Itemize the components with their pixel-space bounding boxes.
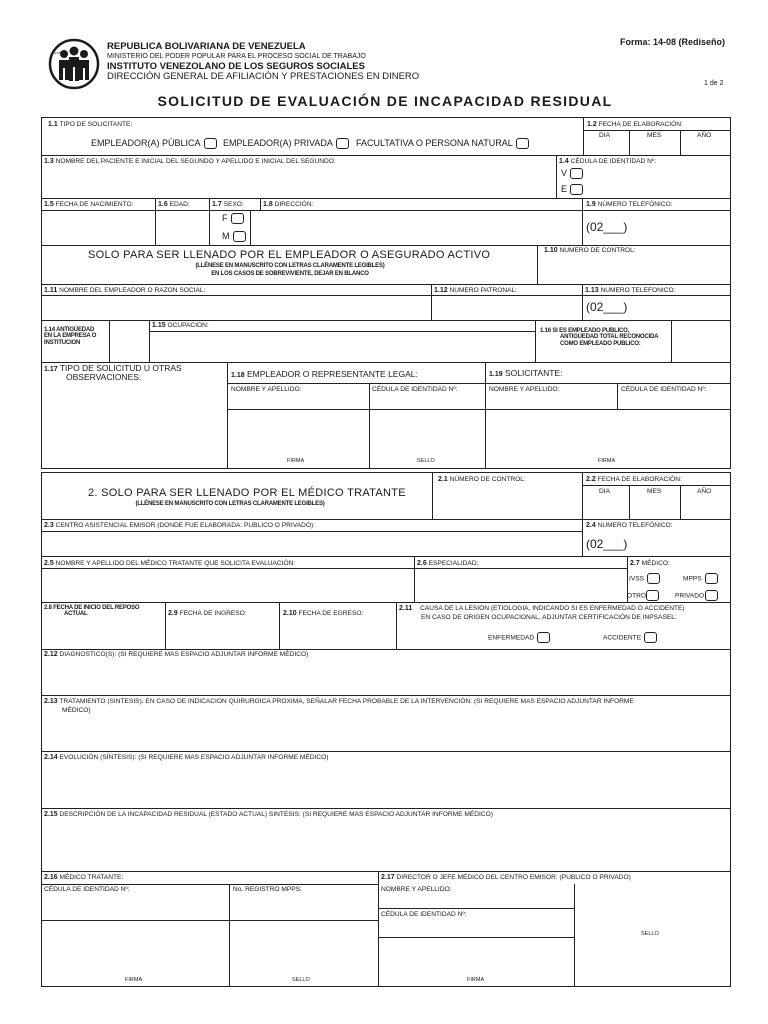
field-1-3-label: 1.3 NOMBRE DEL PACIENTE E INICIAL DEL SEGUNDO Y APELLIDO E INICIAL DEL SEGUNDO: [44,158,336,165]
field-2-10-label: 2.10 FECHA DE EGRESO: [283,610,364,617]
field-2-15-label: 2.15 DESCRIPCIÓN DE LA INCAPACIDAD RESIDUAL (ESTADO ACTUAL) SINTESIS: (SI REQUIERE MAS ESPACIO ADJUNTAR INFORME MÉDICO) [44,811,493,818]
field-2-17-label: 2.17 DIRECTOR O JEFE MÉDICO DEL CENTRO EMISOR: (PUBLICO O PRIVADO) [381,874,631,881]
field-1-7-label: 1.7 SEXO: [212,201,244,208]
medico-registro-label: No. REGISTRO MPPS: [233,886,302,893]
field-2-7-label: 2.7 MÉDICO: [630,560,670,567]
checkbox-enfermedad[interactable] [537,632,550,643]
medico-firma-label: FIRMA [125,977,143,983]
checkbox-facultativa[interactable] [516,138,529,149]
option-f[interactable]: F [222,213,244,224]
survivor-note: EN LOS CASOS DE SOBREVIVIENTE, DEJAR EN BLANCO [211,271,369,277]
field-2-13-label: 2.13 TRATAMIENTO (SINTESIS). EN CASO DE INDICACION QUIRURGICA PROXIMA, SEÑALAR FECHA PROBABLE DE LA INTERVENCIÓN: (SI REQUIERE MAS ESPACIO ADJUNTAR INFORME MÉDICO) [44,698,634,714]
field-2-14-label: 2.14 EVOLUCIÓN (SÍNTESIS): (SI REQUIERE MAS ESPACIO ADJUNTAR INFORME MÉDICO) [44,754,329,761]
option-v[interactable]: V [561,168,583,179]
date2-mes-label: MES [647,488,662,495]
logo-text: IVSS [54,51,61,55]
field-1-15-label: 1.15 OCUPACION: [152,322,209,329]
checkbox-ivss[interactable] [647,573,660,584]
field-2-8-label: 2.8 FECHA DE INICIO DEL REPOSO ACTUAL [44,605,140,618]
option-otro[interactable]: OTRO [627,590,659,601]
sol-cedula-label: CÉDULA DE IDENTIDAD Nº: [621,386,707,393]
medico-section-title: 2. SOLO PARA SER LLENADO POR EL MÉDICO TRATANTE [88,487,406,499]
field-2-16-label: 2.16 MÉDICO TRATANTE: [44,874,124,881]
rep-name-label: NOMBRE Y APELLIDO: [231,386,302,393]
checkbox-privada[interactable] [336,138,349,149]
field-1-12-label: 1.12 NUMERO PATRONAL: [434,287,517,294]
checkbox-f[interactable] [231,213,244,224]
field-1-16-label: 1.16 SI ES EMPLEADO PUBLICO, ANTIGÜEDAD TOTAL RECONOCIDA COMO EMPLEADO PUBLICO: [540,328,659,347]
field-1-9-label: 1.9 NÚMERO TELEFÓNICO: [586,201,673,208]
field-2-1-label: 2.1 NÚMERO DE CONTROL: [438,476,526,483]
option-privado[interactable]: PRIVADO [675,590,718,601]
medico-sello-label: SELLO [292,977,310,983]
section-2-box [41,472,731,987]
checkbox-m[interactable] [233,231,246,242]
field-1-11-label: 1.11 NOMBRE DEL EMPLEADOR O RAZON SOCIAL: [44,287,206,294]
option-e[interactable]: E [561,184,583,195]
director-sello-label: SELLO [641,931,659,937]
option-accidente[interactable]: ACCIDENTE [603,632,657,643]
sol-firma-label: FIRMA [598,458,616,464]
field-1-19-label: 1.19 SOLICITANTE: [489,368,563,378]
field-2-12-label: 2.12 DIAGNOSTICO(S): (SI REQUIERE MAS ESPACIO ADJUNTAR INFORME MÉDICO) [44,651,309,658]
date-mes-label: MES [647,132,662,139]
checkbox-e[interactable] [570,184,583,195]
checkbox-privado[interactable] [705,590,718,601]
date-dia-label: DIA [599,132,610,139]
date-ano-label: AÑO [697,132,712,139]
medico-cedula-label: CÉDULA DE IDENTIDAD Nº: [44,886,130,893]
director-cedula-label: CÉDULA DE IDENTIDAD Nº: [381,911,467,918]
checkbox-v[interactable] [570,168,583,179]
field-2-5-label: 2.5 NOMBRE Y APELLIDO DEL MÉDICO TRATANTE QUE SOLICITA EVALUACIÓN: [44,560,296,567]
form-code: Forma: 14-08 (Rediseño) [620,37,726,47]
field-1-5-label: 1.5 FECHA DE NACIMIENTO: [44,201,134,208]
field-2-4-label: 2.4 NUMERO TELEFÓNICO: [586,522,673,529]
employer-legible-note: (LLÉNESE EN MANUSCRITO CON LETRAS CLARAMENTE LEGIBLES) [195,263,385,269]
option-mpps[interactable]: MPPS [683,573,718,584]
date2-dia-label: DIA [599,488,610,495]
director-name-label: NOMBRE Y APELLIDO: [381,886,452,893]
field-1-10-label: 1.10 NUMERO DE CONTROL: [544,247,636,254]
option-empleador-privada[interactable]: EMPLEADOR(A) PRIVADA [223,138,349,149]
checkbox-publica[interactable] [204,138,217,149]
field-1-18-label: 1.18 EMPLEADOR O REPRESENTANTE LEGAL: [231,369,418,379]
country-name: REPUBLICA BOLIVARIANA DE VENEZUELA [107,41,306,52]
date2-ano-label: AÑO [697,488,712,495]
direction-name: DIRECCIÓN GENERAL DE AFILIACIÓN Y PRESTACIONES EN DINERO [107,71,420,82]
ministry-name: MINISTERIO DEL PODER POPULAR PARA EL PROCESO SOCIAL DE TRABAJO [107,53,366,60]
field-1-1-label: 1.1 TIPO DE SOLICITANTE: [48,121,133,128]
field-1-2-label: 1.2 FECHA DE ELABORACIÓN: [587,121,683,128]
option-enfermedad[interactable]: ENFERMEDAD [488,632,550,643]
field-1-6-label: 1.6 EDAD: [158,201,190,208]
field-2-6-label: 2.6 ESPECIALIDAD: [417,560,479,567]
checkbox-mpps[interactable] [705,573,718,584]
rep-firma-label: FIRMA [287,458,305,464]
field-2-3-label: 2.3 CENTRO ASISTENCIAL EMISOR (DONDE FUE ELABORADA: PUBLICO O PRIVADO): [44,522,315,529]
employer-section-title: SOLO PARA SER LLENADO POR EL EMPLEADOR O ASEGURADO ACTIVO [88,249,491,261]
rep-sello-label: SELLO [417,458,435,464]
rep-cedula-label: CÉDULA DE IDENTIDAD Nº: [372,386,458,393]
page-number: 1 de 2 [704,80,724,87]
phone-prefix-1-13[interactable]: (02___) [586,300,628,314]
phone-prefix-2-4[interactable]: (02___) [586,537,628,551]
option-m[interactable]: M [222,231,246,242]
option-ivss[interactable]: IVSS [629,573,660,584]
field-2-2-label: 2.2 FECHA DE ELABORACIÓN: [586,476,682,483]
checkbox-otro[interactable] [646,590,659,601]
field-2-11-label: 2.11 CAUSA DE LA LESION (ETIOLOGIA, INDICANDO SI ES ENFERMEDAD O ACCIDENTE) EN CASO DE ORIGEN OCUPACIONAL, ADJUNTAR CERTIFICACIÓN DE INPSASEL: [399,605,685,621]
page-title: SOLICITUD DE EVALUACIÓN DE INCAPACIDAD RESIDUAL [157,93,613,109]
institute-name: INSTITUTO VENEZOLANO DE LOS SEGUROS SOCIALES [107,61,365,72]
sol-name-label: NOMBRE Y APELLIDO: [489,386,560,393]
field-2-9-label: 2.9 FECHA DE INGRESO: [168,610,247,617]
phone-prefix-1-9[interactable]: (02___) [586,220,628,234]
field-1-8-label: 1.8 DIRECCIÓN: [263,201,314,208]
ivss-logo [48,38,100,90]
option-empleador-publica[interactable]: EMPLEADOR(A) PÚBLICA [91,138,217,149]
medico-legible-note: (LLÉNESE EN MANUSCRITO CON LETRAS CLARAMENTE LEGIBLES) [135,501,325,507]
option-facultativa[interactable]: FACULTATIVA O PERSONA NATURAL [356,138,529,149]
field-1-13-label: 1.13 NUMERO TELEFONICO: [585,287,676,294]
field-1-17-label: 1.17 TIPO DE SOLICITUD U OTRAS OBSERVACIONES: [44,363,182,383]
field-1-14-label: 1.14 ANTIGÜEDAD EN LA EMPRESA O INSTITUCION [44,327,97,346]
field-1-4-label: 1.4 CÉDULA DE IDENTIDAD Nº: [559,158,657,165]
checkbox-accidente[interactable] [644,632,657,643]
director-firma-label: FIRMA [467,977,485,983]
